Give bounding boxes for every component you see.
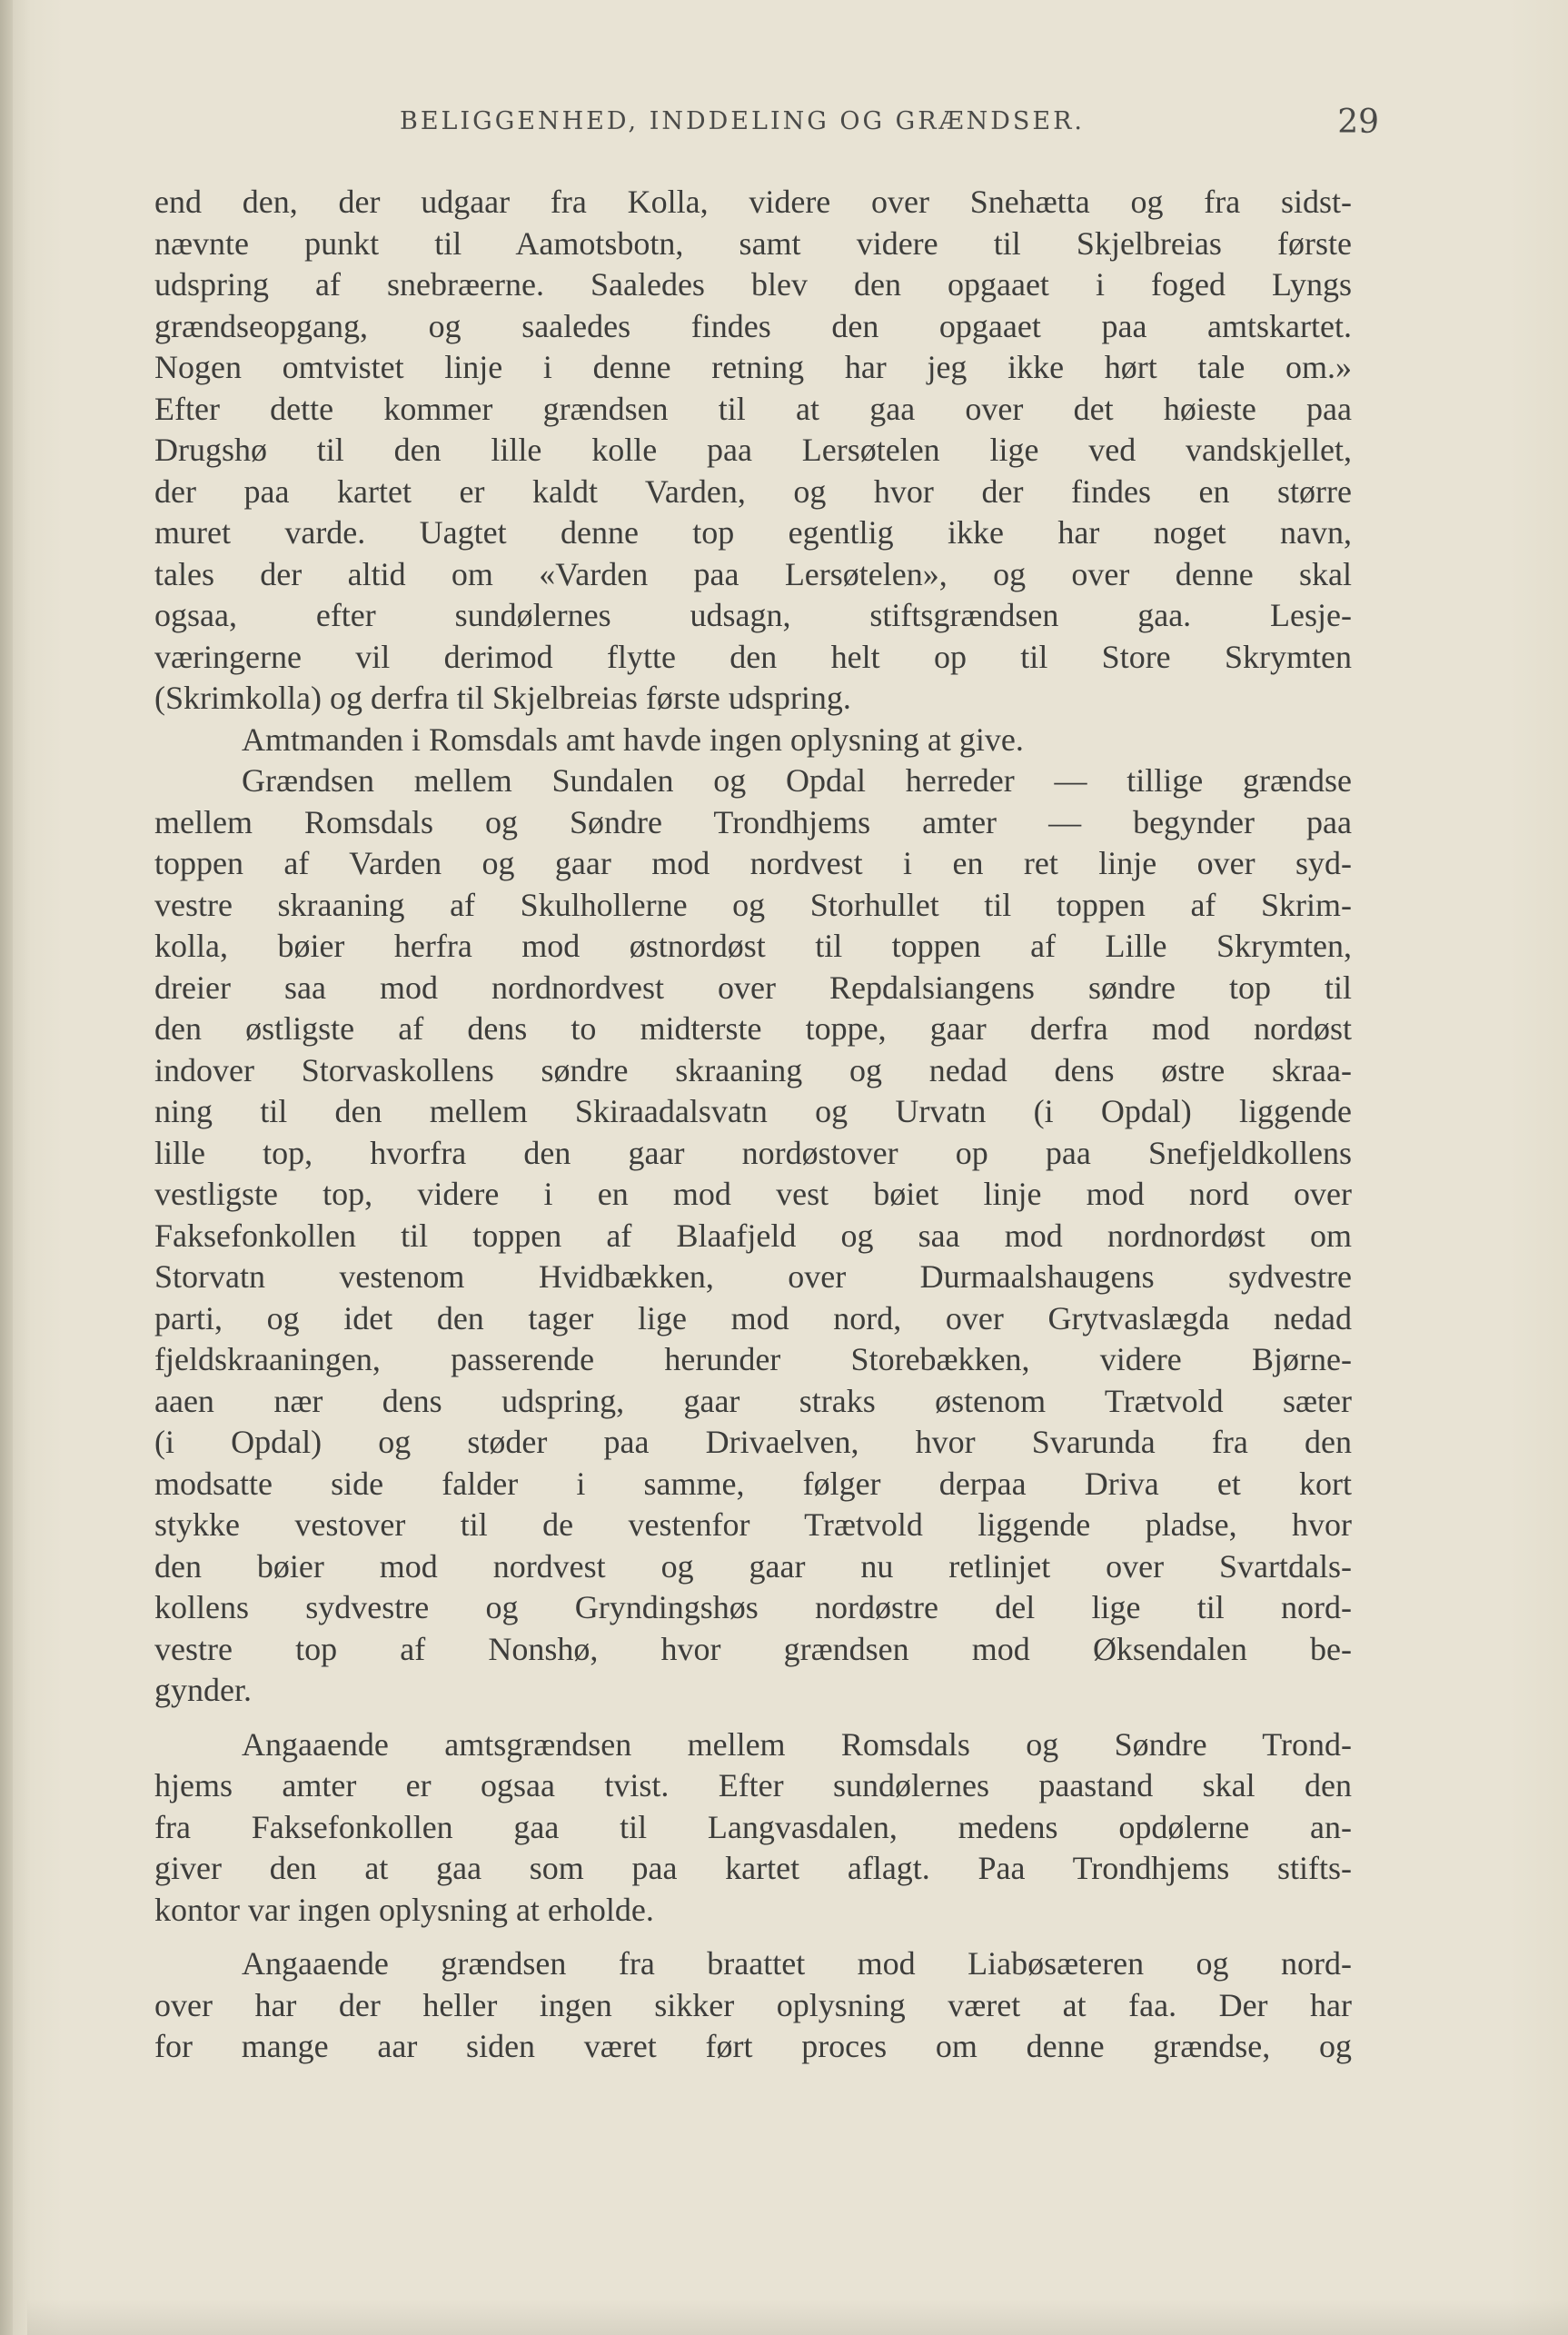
text-line: udspring af snebræerne. Saaledes blev den opgaaet i foged Lyngs bbox=[154, 266, 1352, 303]
text-line: Angaaende amtsgrændsen mellem Romsdals og Søndre Trond- bbox=[242, 1725, 1352, 1763]
text-line: væringerne vil derimod flytte den helt op til Store Skrymten bbox=[154, 638, 1352, 675]
text-line: vestre top af Nonshø, hvor grændsen mod Øksendalen be- bbox=[154, 1630, 1352, 1667]
text-line: Angaaende grændsen fra braattet mod Liabøsæteren og nord- bbox=[242, 1945, 1352, 1982]
text-line: hjems amter er ogsaa tvist. Efter sundølernes paastand skal den bbox=[154, 1767, 1352, 1803]
text-line: aaen nær dens udspring, gaar straks østenom Trætvold sæter bbox=[154, 1382, 1352, 1419]
text-line: lille top, hvorfra den gaar nordøstover op paa Snefjeldkollens bbox=[154, 1134, 1352, 1171]
text-line: ning til den mellem Skiraadalsvatn og Urvatn (i Opdal) liggende bbox=[154, 1093, 1352, 1129]
text-line: Faksefonkollen til toppen af Blaafjeld og saa mod nordnordøst om bbox=[154, 1217, 1352, 1254]
text-line: giver den at gaa som paa kartet aflagt. Paa Trondhjems stifts- bbox=[154, 1850, 1352, 1886]
text-line: stykke vestover til de vestenfor Trætvold liggende pladse, hvor bbox=[154, 1506, 1352, 1543]
text-line: ogsaa, efter sundølernes udsagn, stiftsgrændsen gaa. Lesje- bbox=[154, 597, 1352, 633]
text-line: nævnte punkt til Aamotsbotn, samt videre til Skjelbreias første bbox=[154, 224, 1352, 262]
text-line: modsatte side falder i samme, følger derpaa Driva et kort bbox=[154, 1465, 1352, 1502]
text-line: dreier saa mod nordnordvest over Repdalsiangens søndre top til bbox=[154, 969, 1352, 1006]
page-bottom-shadow bbox=[27, 2299, 1568, 2335]
text-line: grændseopgang, og saaledes findes den opgaaet paa amtskartet. bbox=[154, 307, 1352, 344]
text-line: vestre skraaning af Skulhollerne og Storhullet til toppen af Skrim- bbox=[154, 886, 1352, 923]
text-line: Grændsen mellem Sundalen og Opdal herreder — tillige grændse bbox=[242, 762, 1352, 799]
text-line: tales der altid om «Varden paa Lersøtelen», og over denne skal bbox=[154, 555, 1352, 592]
text-line: (i Opdal) og støder paa Drivaelven, hvor Svarunda fra den bbox=[154, 1424, 1352, 1460]
text-line: Efter dette kommer grændsen til at gaa over det høieste paa bbox=[154, 390, 1352, 427]
text-line: den østligste af dens to midterste toppe, gaar derfra mod nordøst bbox=[154, 1010, 1352, 1047]
text-line: kolla, bøier herfra mod østnordøst til toppen af Lille Skrymten, bbox=[154, 928, 1352, 964]
text-line: muret varde. Uagtet denne top egentlig ikke har noget navn, bbox=[154, 514, 1352, 551]
text-line: mellem Romsdals og Søndre Trondhjems amter — begynder paa bbox=[154, 803, 1352, 840]
binding-edge bbox=[0, 0, 13, 2335]
text-line: Storvatn vestenom Hvidbækken, over Durmaalshaugens sydvestre bbox=[154, 1258, 1352, 1295]
text-line: fra Faksefonkollen gaa til Langvasdalen, medens opdølerne an- bbox=[154, 1808, 1352, 1845]
text-line: den bøier mod nordvest og gaar nu retlinjet over Svartdals- bbox=[154, 1547, 1352, 1585]
text-line: kollens sydvestre og Gryndingshøs nordøstre del lige til nord- bbox=[154, 1589, 1352, 1625]
text-line: Amtmanden i Romsdals amt havde ingen oplysning at give. bbox=[242, 720, 1024, 758]
text-line: der paa kartet er kaldt Varden, og hvor der findes en større bbox=[154, 472, 1352, 510]
text-body bbox=[154, 182, 1352, 2068]
text-line: Nogen omtvistet linje i denne retning har jeg ikke hørt tale om.» bbox=[154, 349, 1352, 385]
running-head: BELIGGENHED, INDDELING OG GRÆNDSER. bbox=[400, 107, 1085, 135]
text-line: over har der heller ingen sikker oplysning været at faa. Der har bbox=[154, 1986, 1352, 2023]
page-header bbox=[400, 104, 1444, 153]
text-line: fjeldskraaningen, passerende herunder Storebækken, videre Bjørne- bbox=[154, 1341, 1352, 1377]
text-line: (Skrimkolla) og derfra til Skjelbreias første udspring. bbox=[154, 680, 851, 716]
text-line: end den, der udgaar fra Kolla, videre over Snehætta og fra sidst- bbox=[154, 184, 1352, 220]
text-line: toppen af Varden og gaar mod nordvest i en ret linje over syd- bbox=[154, 845, 1352, 881]
page-number: 29 bbox=[1337, 104, 1379, 141]
text-line: kontor var ingen oplysning at erholde. bbox=[154, 1891, 654, 1928]
text-line: vestligste top, videre i en mod vest bøiet linje mod nord over bbox=[154, 1176, 1352, 1212]
text-line: for mange aar siden været ført proces om denne grændse, og bbox=[154, 2028, 1352, 2064]
text-line: Drugshø til den lille kolle paa Lersøtelen lige ved vandskjellet, bbox=[154, 432, 1352, 468]
text-line: indover Storvaskollens søndre skraaning og nedad dens østre skraa- bbox=[154, 1051, 1352, 1088]
text-line: parti, og idet den tager lige mod nord, over Grytvaslægda nedad bbox=[154, 1299, 1352, 1336]
text-line: gynder. bbox=[154, 1672, 252, 1708]
